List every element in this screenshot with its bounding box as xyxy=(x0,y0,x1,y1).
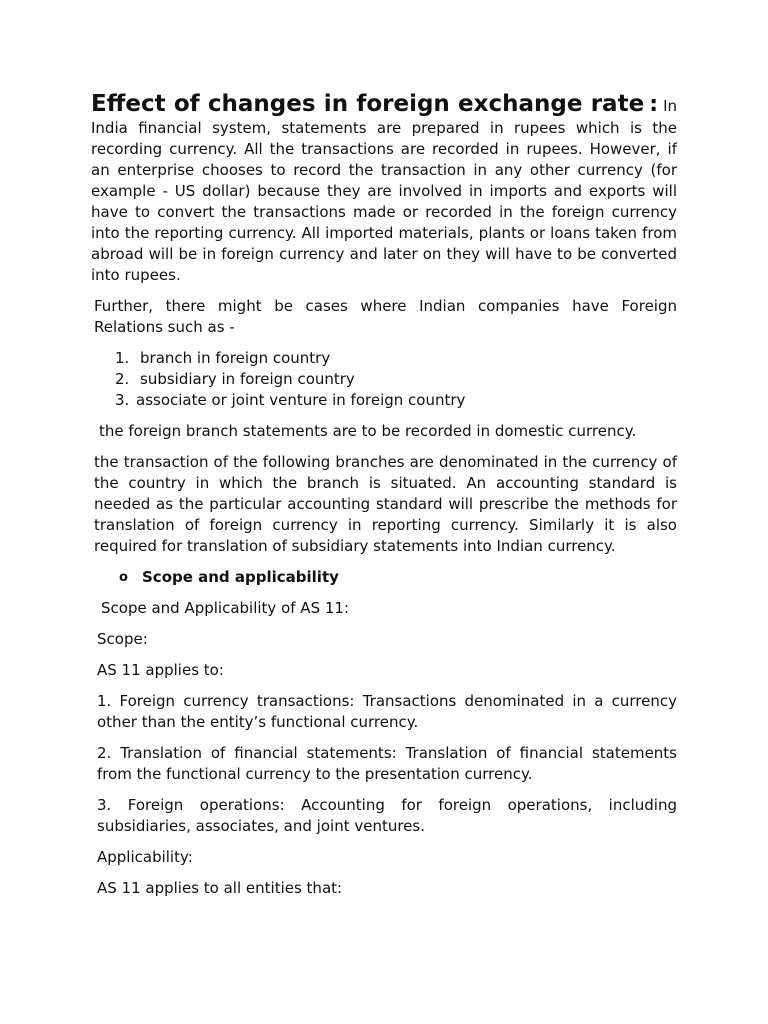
intro-text: India financial system, statements are prepared in rupees which is the recording currency. All the transactions are recorded in rupees. However, if an enterprise chooses to record the transaction in any other currency (for example - US dollar) because they are involved in imports and exports will have to convert the transactions made or recorded in the foreign currency into the reporting currency. All imported materials, plants or loans taken from abroad will be in foreign currency and later on they will have to be converted into rupees. xyxy=(91,119,677,284)
list-number: 1. xyxy=(115,349,130,367)
applies-entities: AS 11 applies to all entities that: xyxy=(97,879,343,897)
section-heading-scope xyxy=(91,567,677,588)
intro-lead-word: In xyxy=(663,97,677,115)
list-item-text: branch in foreign country xyxy=(140,349,331,367)
list-item xyxy=(91,369,677,390)
scope-item-3: 3. Foreign operations: Accounting for foreign operations, including subsidiaries, associates, and joint ventures. xyxy=(97,796,677,835)
list-item xyxy=(91,348,677,369)
bullet-marker: o xyxy=(119,570,128,585)
scope-item-1: 1. Foreign currency transactions: Transactions denominated in a currency other than the entity’s functional currency. xyxy=(97,692,677,731)
list-number: 2. xyxy=(115,370,130,388)
document-heading: Effect of changes in foreign exchange rate xyxy=(91,91,645,117)
relations-list xyxy=(91,348,677,411)
applies-to: AS 11 applies to: xyxy=(97,661,224,679)
list-item-text: associate or joint venture in foreign country xyxy=(136,391,466,409)
applicability-label: Applicability: xyxy=(97,848,193,866)
further-paragraph: Further, there might be cases where Indian companies have Foreign Relations such as - xyxy=(94,297,677,336)
section-heading-text: Scope and applicability xyxy=(142,568,339,586)
intro-paragraph xyxy=(91,91,677,286)
scope-item-2: 2. Translation of financial statements: Translation of financial statements from the functional currency to the presentation currency. xyxy=(97,744,677,783)
branch-statement: the foreign branch statements are to be recorded in domestic currency. xyxy=(99,422,637,440)
scope-title: Scope and Applicability of AS 11: xyxy=(101,599,349,617)
list-number: 3. xyxy=(115,391,130,409)
heading-colon: : xyxy=(649,92,659,117)
transaction-paragraph: the transaction of the following branches are denominated in the currency of the country in which the branch is situated. An accounting standard is needed as the particular accounting standard will prescribe the methods for translation of foreign currency in reporting currency. Similarly it is also required for translation of subsidiary statements into Indian currency. xyxy=(94,453,677,555)
list-item-text: subsidiary in foreign country xyxy=(140,370,355,388)
list-item xyxy=(91,390,677,411)
scope-label: Scope: xyxy=(97,630,148,648)
